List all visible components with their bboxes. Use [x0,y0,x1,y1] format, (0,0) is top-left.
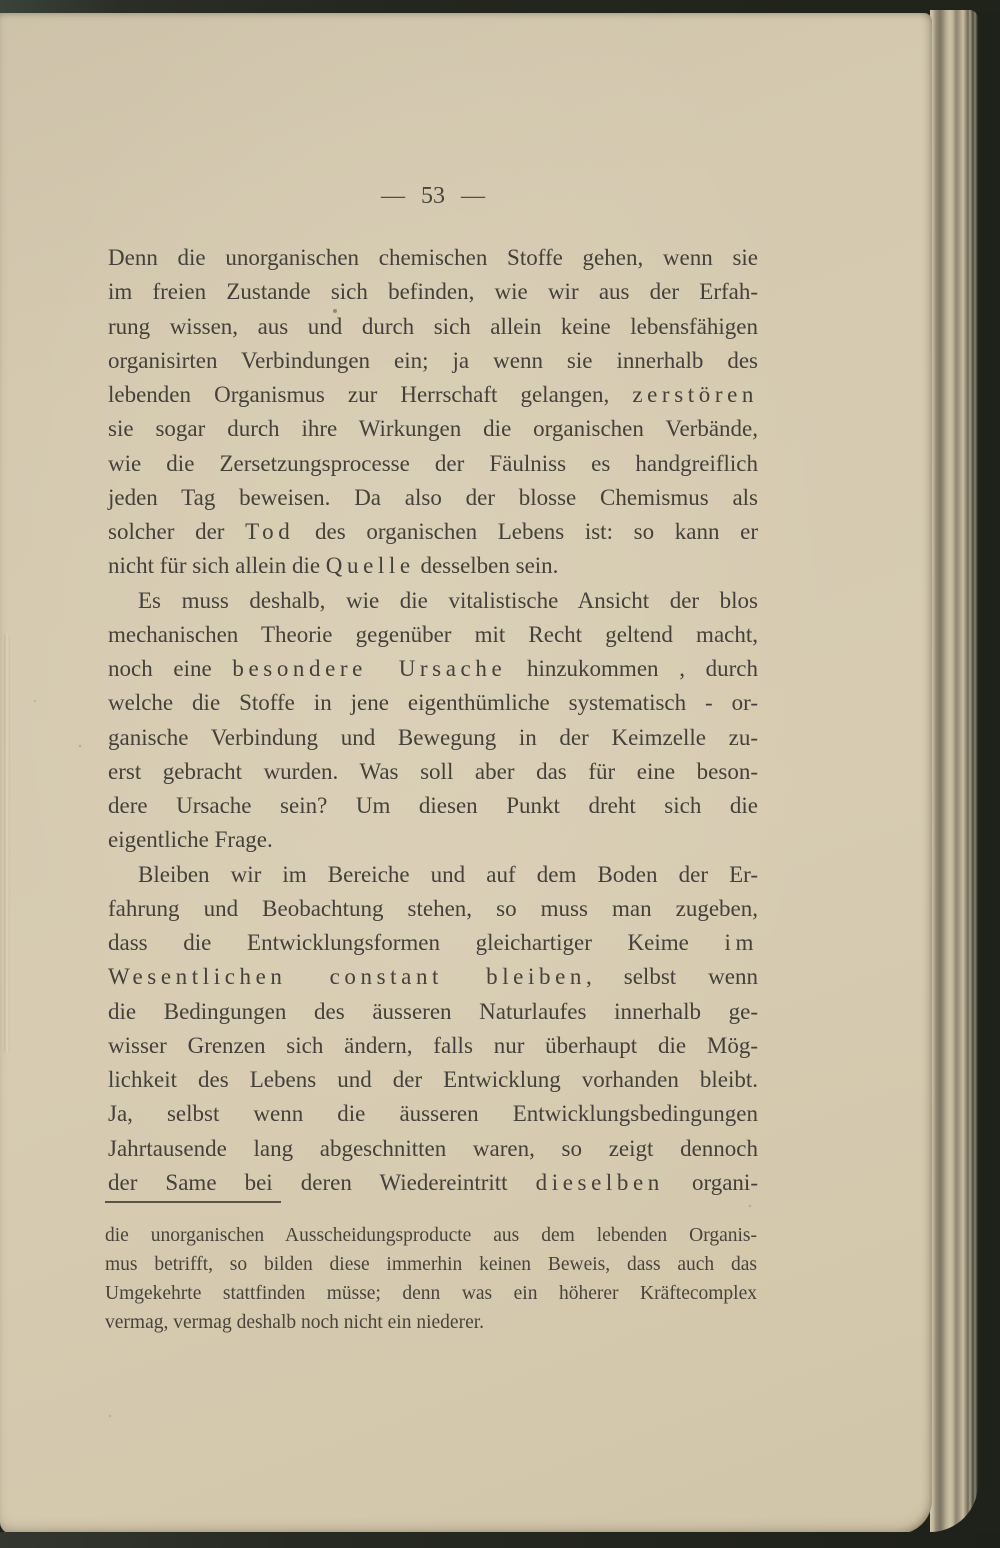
body-text-line [108,686,758,720]
footnote-rule [105,1201,281,1203]
body-text-line [108,275,758,309]
body-text-line [108,549,758,583]
text-segment: Ja, selbst wenn die äusseren Entwicklungsbedingungen [108,1101,758,1127]
body-text-line [108,447,758,481]
text-segment: erst gebracht wurden. Was soll aber das für eine beson- [108,758,758,784]
body-text-line [108,241,758,275]
paper-crease [4,633,10,1053]
body-text-line [108,481,758,515]
body-text-line [108,755,758,789]
text-segment: lichkeit des Lebens und der Entwicklung vorhanden bleibt. [108,1067,758,1092]
text-segment: eigentliche Frage. [108,827,273,853]
body-text-line [108,721,758,755]
text-segment: Jahrtausende lang abgeschnitten waren, so zeigt dennoch [108,1135,758,1161]
body-text-line [108,960,758,994]
scanner-background-top [0,0,1000,13]
text-segment: die Bedingungen des äusseren Naturlaufes innerhalb ge- [108,998,758,1024]
text-segment: organisirten Verbindungen ein; ja wenn sie innerhalb des [108,347,758,373]
footnote-line: mus betrifft, so bilden diese immerhin keinen Beweis, dass auch das [105,1254,757,1275]
text-segment: dass die Entwicklungsformen gleichartiger Keime [108,930,725,955]
body-text [108,241,758,1200]
body-text-line [108,584,758,618]
text-segment: mechanischen Theorie gegenüber mit Recht geltend macht, [108,621,758,647]
body-text-line [108,858,758,892]
text-segment: , selbst wenn [586,964,758,990]
text-segment: jeden Tag beweisen. Da also der blosse Chemismus als [108,484,758,510]
text-segment: desselben sein. [414,553,559,579]
text-segment: Bleiben wir im Bereiche und auf dem Boden der Er- [138,861,758,887]
page-number-dash-right: — [461,183,485,209]
page-number-dash-left: — [381,183,405,209]
body-text-line [108,344,758,378]
text-segment: ganische Verbindung und Bewegung in der Keimzelle zu- [108,724,758,750]
text-segment: solcher der [108,519,246,544]
letterspaced-word: dieselben [535,1169,664,1195]
scanner-background-bottom [0,1532,1000,1548]
body-text-line [108,1166,758,1200]
body-text-line [108,926,758,960]
book-page-paper [0,13,932,1534]
text-segment: dere Ursache sein? Um diesen Punkt dreht sich die [108,793,758,818]
letterspaced-word: besondere Ursache [232,656,507,681]
text-segment: der Same bei deren Wiedereintritt [108,1169,536,1195]
footnote-text [105,1221,757,1337]
body-text-line [108,1097,758,1131]
body-text-line [108,1132,758,1166]
body-text-line [108,789,758,823]
letterspaced-word: Wesentlichen constant bleiben [108,964,586,990]
text-segment: wie die Zersetzungsprocesse der Fäulniss es handgreiflich [108,450,758,476]
body-text-line [108,378,758,412]
body-text-line [108,652,758,686]
letterspaced-word: zerstören [632,382,758,407]
letterspaced-word: Tod [245,519,295,544]
text-segment: noch eine [108,656,233,681]
footnote-line: vermag, vermag deshalb noch nicht ein niederer. [105,1312,485,1333]
text-segment: Denn die unorganischen chemischen Stoffe gehen, wenn sie [108,245,758,270]
text-segment: Es muss deshalb, wie die vitalistische Ansicht der blos [138,587,758,613]
page-number [108,183,758,210]
text-segment: organi- [663,1169,758,1195]
body-text-line [108,1063,758,1097]
page-number-value: 53 [421,183,445,209]
body-text-line [108,892,758,926]
footnote-line: die unorganischen Ausscheidungsproducte aus dem lebenden Organis- [105,1225,757,1246]
book-page-edges [930,10,978,1532]
text-segment: sie sogar durch ihre Wirkungen die organischen Verbände, [108,416,758,442]
footnote [105,1201,757,1337]
text-segment: rung wissen, aus und durch sich allein keine lebensfähigen [108,313,758,339]
text-segment: welche die Stoffe in jene eigenthümliche systematisch - or- [108,690,758,716]
body-text-line [108,310,758,344]
text-segment: hinzukommen , durch [506,656,758,681]
body-text-line [108,995,758,1029]
body-text-line [108,412,758,446]
body-text-line [108,618,758,652]
footnote-line: Umgekehrte stattfinden müsse; denn was ein höherer Kräftecomplex [105,1283,757,1304]
body-text-line [108,1029,758,1063]
text-segment: im freien Zustande sich befinden, wie wir aus der Erfah- [108,279,758,305]
text-segment: lebenden Organismus zur Herrschaft gelangen, [108,382,633,407]
text-segment: nicht für sich allein die [108,553,326,579]
text-segment: fahrung und Beobachtung stehen, so muss man zugeben, [108,895,758,921]
body-text-line [108,823,758,857]
text-segment: des organischen Lebens ist: so kann er [294,519,758,544]
body-text-line [108,515,758,549]
text-segment: wisser Grenzen sich ändern, falls nur überhaupt die Mög- [108,1032,758,1058]
letterspaced-word: Quelle [325,553,415,579]
letterspaced-word: im [724,930,758,955]
